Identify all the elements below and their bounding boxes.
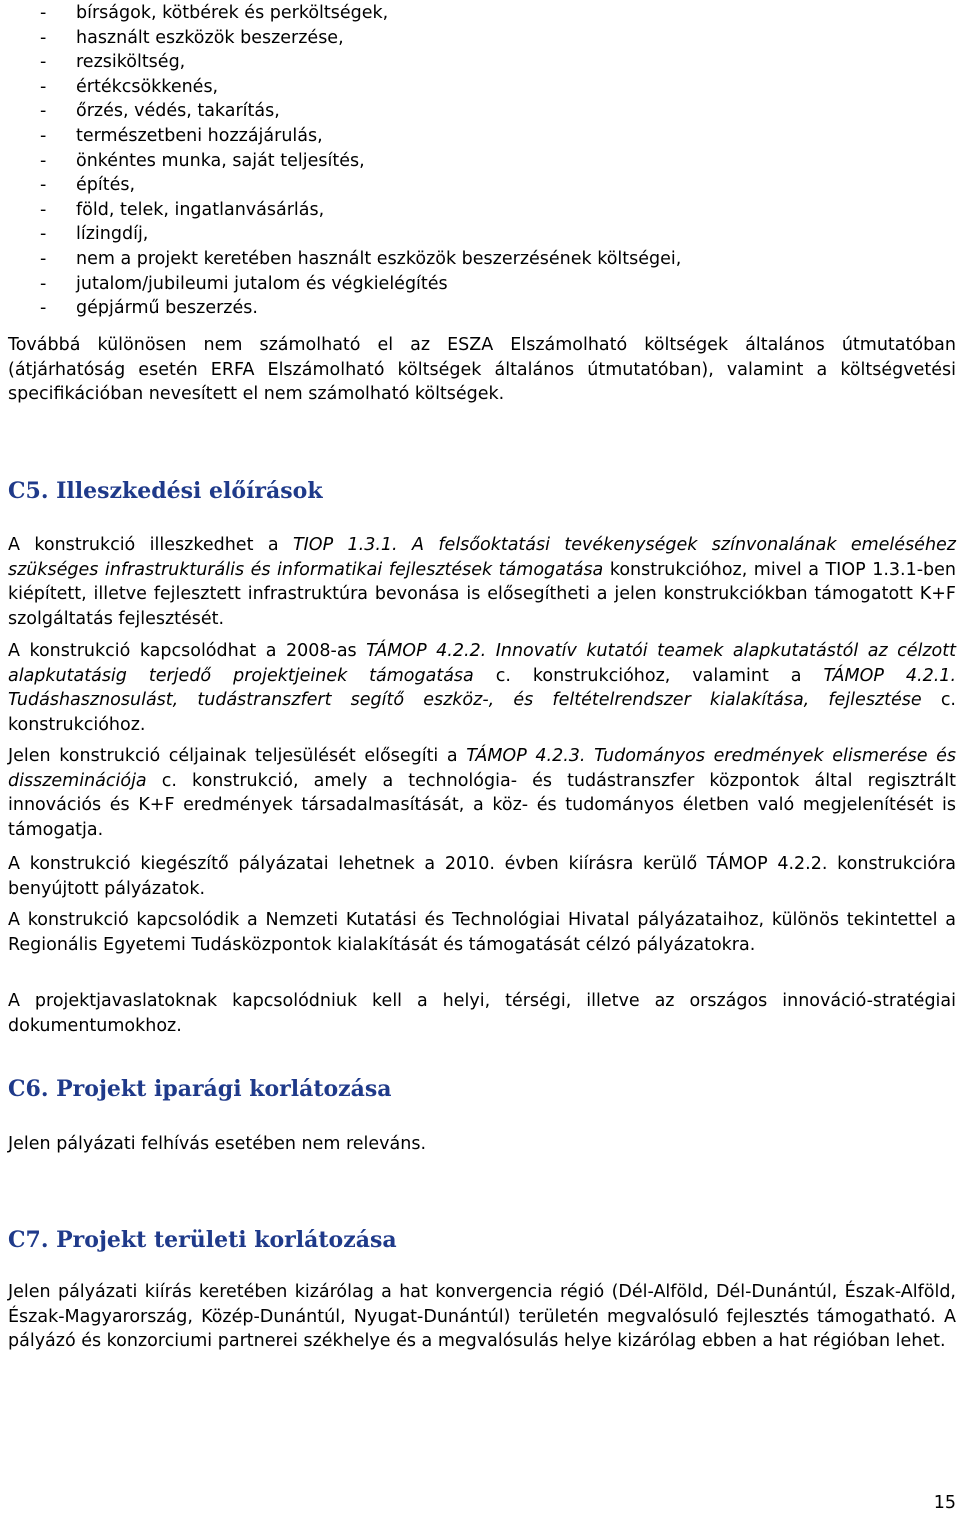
c5-paragraph-1: A konstrukció illeszkedhet a TIOP 1.3.1. A felsőoktatási tevékenységek színvonalának emeléséhez szükséges infrastrukturális és informatikai fejlesztések támogatása konstrukcióhoz, mivel a TIOP 1.3.1-ben kiépített, illetve fejlesztett infrastruktúra bevonása is elősegítheti a jelen konstrukciókban támogatott K+F szolgáltatás fejlesztését.	[8, 535, 956, 629]
list-item: - építés,	[40, 175, 136, 196]
intro-paragraph: Továbbá különösen nem számolható el az ESZA Elszámolható költségek általános útmutatóban (átjárhatóság esetén ERFA Elszámolható költségek általános útmutatóban), valamint a költségvetési specifikációban nevesített el nem számolható költségek.	[8, 335, 956, 404]
c5-paragraph-5: A konstrukció kapcsolódik a Nemzeti Kutatási és Technológiai Hivatal pályázataihoz, különös tekintettel a Regionális Egyetemi Tudásközpontok kialakítását és támogatását célzó pályázatokra.	[8, 910, 956, 955]
c6-paragraph-1: Jelen pályázati felhívás esetében nem releváns.	[8, 1134, 427, 1154]
list-item: - őrzés, védés, takarítás,	[40, 101, 280, 122]
c5-paragraph-4: A konstrukció kiegészítő pályázatai lehetnek a 2010. évben kiírásra kerülő TÁMOP 4.2.2. konstrukcióra benyújtott pályázatok.	[8, 854, 956, 899]
list-item: - nem a projekt keretében használt eszközök beszerzésének költségei,	[40, 248, 682, 269]
section-heading-c7: C7. Projekt területi korlátozása	[8, 1227, 397, 1253]
list-item: - bírságok, kötbérek és perköltségek,	[40, 3, 389, 23]
list-item: - rezsiköltség,	[40, 52, 186, 73]
c5-paragraph-6: A projektjavaslatoknak kapcsolódniuk kell a helyi, térségi, illetve az országos innováció-stratégiai dokumentumokhoz.	[8, 991, 956, 1036]
page-number: 15	[933, 1493, 956, 1513]
list-item: - föld, telek, ingatlanvásárlás,	[40, 199, 325, 220]
list-item: - lízingdíj,	[40, 224, 149, 245]
excluded-costs-list	[8, 1, 681, 321]
list-item: - használt eszközök beszerzése,	[40, 27, 344, 48]
section-heading-c6: C6. Projekt iparági korlátozása	[8, 1076, 392, 1102]
c7-paragraph-1: Jelen pályázati kiírás keretében kizárólag a hat konvergencia régió (Dél-Alföld, Dél-Dunántúl, Észak-Alföld, Észak-Magyarország, Közép-Dunántúl, Nyugat-Dunántúl) területén megvalósuló fejlesztés támogatható. A pályázó és konzorciumi partnerei székhelye és a megvalósulás helye kizárólag ebben a hat régióban lehet.	[8, 1282, 956, 1351]
section-heading-c5: C5. Illeszkedési előírások	[8, 478, 323, 504]
c5-paragraph-3: Jelen konstrukció céljainak teljesülését elősegíti a TÁMOP 4.2.3. Tudományos eredmények elismerése és disszeminációja c. konstrukció, amely a technológia- és tudástranszfer központok által regisztrált innovációs és K+F eredmények társadalmasítását, a köz- és tudományos életben való megjelenítését is támogatja.	[8, 746, 956, 840]
list-item: - természetbeni hozzájárulás,	[40, 125, 323, 146]
list-item: - gépjármű beszerzés.	[40, 298, 258, 319]
c5-paragraph-2: A konstrukció kapcsolódhat a 2008-as TÁMOP 4.2.2. Innovatív kutatói teamek alapkutatástól az célzott alapkutatásig terjedő projektjeinek támogatása c. konstrukcióhoz, valamint a TÁMOP 4.2.1. Tudáshasznosulást, tudástranszfert segítő eszköz-, és feltételrendszer kialakítása, fejlesztése c. konstrukcióhoz.	[8, 641, 957, 735]
list-item: - jutalom/jubileumi jutalom és végkielégítés	[40, 273, 448, 294]
list-item: - értékcsökkenés,	[40, 76, 219, 97]
list-item: - önkéntes munka, saját teljesítés,	[40, 150, 365, 171]
